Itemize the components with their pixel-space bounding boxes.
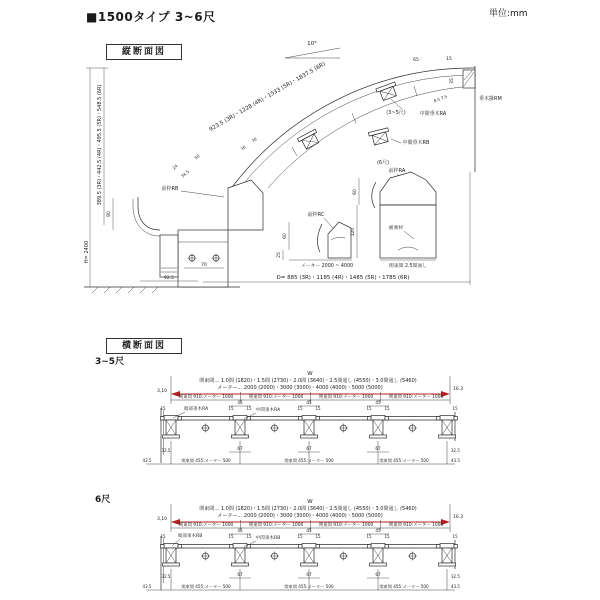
w-line1-a: 関東間… 1.0間 (1820)・1.5間 (2730)・2.0間 (3640)・2.5間通し (4550)・3.0間通し (5460)	[199, 378, 417, 384]
cross-section-3-5	[143, 371, 464, 464]
cross-section-label: 横断面図	[106, 338, 182, 354]
dim-50: 50	[193, 153, 201, 161]
svg-text:15: 15	[160, 406, 166, 411]
label-front-frame-rc: 前枠RC	[307, 212, 325, 218]
end-rafter-label-a: 端部垂木RA	[183, 407, 209, 412]
svg-text:45: 45	[306, 400, 312, 405]
svg-text:67: 67	[306, 446, 312, 451]
svg-text:45: 45	[375, 400, 381, 405]
mid-rafter-label-a: 中間垂木RA	[255, 408, 281, 413]
dim-34-5: 34.5	[180, 169, 191, 179]
svg-text:15: 15	[228, 406, 234, 411]
arc-dim-text: 923.5 (3R)・1228 (4R)・1533 (5R)・1837.5 (6R)	[208, 61, 327, 133]
label-hanger: 垂木掛RM	[479, 96, 502, 102]
unit-label: 単位:mm	[489, 9, 528, 19]
svg-text:67: 67	[375, 572, 381, 577]
w-label-b: W	[307, 499, 313, 505]
svg-text:43.5: 43.5	[451, 458, 460, 463]
svg-text:45: 45	[237, 400, 243, 405]
end-rafter-label-b: 端部垂木RB	[177, 534, 203, 539]
svg-text:15: 15	[315, 406, 321, 411]
variant-title-3-5: 3~5尺	[95, 357, 125, 367]
label-mid-rafter-rb: 中間垂木RB	[402, 140, 430, 146]
svg-text:43.5: 43.5	[451, 584, 460, 589]
segment-a4: 関東間 910:メーター 1000	[388, 395, 444, 400]
w-line2-b: メーター… 2000 (2000)・3000 (3000)・4000 (4000)・5000 (5000)	[217, 513, 383, 519]
svg-text:67: 67	[375, 446, 381, 451]
detail-front-frame-rc	[317, 222, 351, 258]
bottom-dims-b	[143, 569, 461, 590]
dim-15: 15	[446, 57, 452, 62]
dim-30: 30	[239, 144, 247, 152]
vertical-section-drawing	[84, 41, 502, 293]
right-dim-b: 16.3	[453, 515, 464, 520]
w-label-a: W	[307, 371, 313, 377]
svg-text:15: 15	[297, 406, 303, 411]
svg-text:32.5: 32.5	[451, 574, 460, 579]
dim-70: 70	[201, 263, 207, 268]
segment-b3: 関東間 910:メーター 1000	[318, 523, 374, 528]
d-dim-text: D= 885 (3R)・1185 (4R)・1485 (5R)・1785 (6R)	[276, 275, 410, 281]
dim-60r: 60	[353, 189, 358, 195]
detail-front-frame-ra	[372, 172, 436, 258]
svg-text:15: 15	[246, 406, 252, 411]
dim-8-5-7-5: 8.5 7.5	[433, 93, 448, 104]
label-6-tag: (6尺)	[376, 160, 390, 166]
label-front-frame-rb: 前枠RB	[161, 186, 179, 192]
dim-30b: 30	[250, 136, 258, 144]
label-mid-rafter-ra: 中間垂木RA	[419, 111, 447, 117]
svg-text:32.5: 32.5	[161, 448, 171, 453]
variant-title-6: 6尺	[95, 495, 111, 505]
w-line2-a: メーター… 2000 (2000)・3000 (3000)・4000 (4000)・5000 (5000)	[217, 385, 383, 391]
svg-text:15: 15	[366, 534, 372, 539]
svg-text:32.5: 32.5	[161, 574, 171, 579]
svg-text:15: 15	[228, 534, 234, 539]
left-dim-b: 3,10	[156, 517, 167, 522]
label-reinforce: 補強材	[388, 226, 404, 231]
h-total-text: H= 2400	[84, 240, 90, 264]
svg-text:43.5: 43.5	[142, 584, 152, 589]
rafter-section-symbol	[297, 129, 321, 150]
svg-text:関東間 455:メーター 500: 関東間 455:メーター 500	[379, 458, 429, 463]
height-dim-text: 389.5 (3R)・442.5 (4R)・495.5 (5R)・548.5 (6R)	[97, 84, 103, 206]
svg-text:15: 15	[297, 534, 303, 539]
roof-arc	[230, 68, 476, 197]
dim-92-5: 92.5	[163, 276, 175, 281]
bottom-dims-a	[143, 441, 461, 464]
segment-a2: 関東間 910:メーター 1000	[248, 395, 304, 400]
svg-text:67: 67	[237, 446, 243, 451]
ground-hatch	[92, 287, 158, 293]
left-dim-a: 3,10	[156, 389, 167, 394]
mid-rafter-label-b: 中間垂木RB	[255, 536, 281, 541]
svg-text:関東間 455:メーター 500: 関東間 455:メーター 500	[181, 458, 231, 463]
rafter-section-6	[368, 128, 391, 146]
right-dim-a: 16.3	[453, 387, 464, 392]
dim-65: 65	[413, 58, 419, 63]
svg-text:関東間 455:メーター 500: 関東間 455:メーター 500	[379, 584, 429, 589]
svg-text:10°: 10°	[307, 41, 317, 47]
svg-text:67: 67	[237, 572, 243, 577]
svg-text:15: 15	[384, 534, 390, 539]
svg-text:関東間 455:メーター 500: 関東間 455:メーター 500	[181, 584, 231, 589]
segment-b1: 関東間 910:メーター 1000	[178, 523, 234, 528]
dim-80: 80	[107, 211, 112, 217]
label-kanto-span: 関東間 2.5間通し	[389, 264, 427, 269]
w-line1-b: 関東間… 1.0間 (1820)・1.5間 (2730)・2.0間 (3640)・2.5間通し (4550)・3.0間通し (5460)	[199, 506, 417, 512]
dim-120: 120	[351, 227, 356, 237]
dim-35: 35	[450, 78, 455, 84]
svg-text:15: 15	[315, 534, 321, 539]
wall-hanger	[463, 66, 475, 172]
vertical-section-label: 縦断面図	[106, 44, 182, 60]
svg-text:67: 67	[306, 572, 312, 577]
dim-60l: 60	[283, 233, 288, 239]
label-meter-range: メーター 2000 ~ 4000	[300, 264, 354, 269]
segment-a3: 関東間 910:メーター 1000	[318, 395, 374, 400]
segment-b4: 関東間 910:メーター 1000	[388, 523, 444, 528]
svg-text:32.5: 32.5	[451, 448, 460, 453]
dim-25: 25	[277, 252, 282, 258]
svg-text:45: 45	[375, 528, 381, 533]
rafter-section-3-5	[376, 82, 399, 102]
svg-text:関東間 455:メーター 500: 関東間 455:メーター 500	[284, 584, 334, 589]
segment-a1: 関東間 910:メーター 1000	[178, 395, 234, 400]
svg-text:15: 15	[366, 406, 372, 411]
svg-text:関東間 455:メーター 500: 関東間 455:メーター 500	[284, 458, 334, 463]
svg-text:43.5: 43.5	[142, 458, 152, 463]
top-dims-b	[160, 528, 458, 539]
svg-text:15: 15	[452, 406, 458, 411]
svg-text:15: 15	[160, 534, 166, 539]
svg-text:15: 15	[384, 406, 390, 411]
svg-text:15: 15	[246, 534, 252, 539]
cross-section-6	[143, 499, 464, 590]
post-assembly	[133, 180, 263, 287]
segment-b2: 関東間 910:メーター 1000	[248, 523, 304, 528]
svg-text:15: 15	[452, 534, 458, 539]
svg-text:45: 45	[306, 528, 312, 533]
label-front-frame-ra: 前枠RA	[388, 168, 406, 174]
label-3-5-tag: (3~5尺)	[386, 110, 406, 116]
svg-text:45: 45	[237, 528, 243, 533]
page-title: ■1500タイプ 3~6尺	[86, 10, 216, 24]
dim-24: 24	[171, 163, 179, 171]
angle-marker	[285, 41, 340, 58]
